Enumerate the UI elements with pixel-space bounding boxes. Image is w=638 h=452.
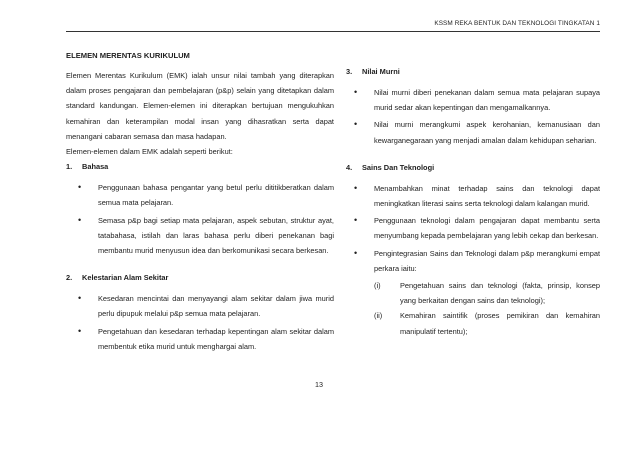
running-header: KSSM REKA BENTUK DAN TEKNOLOGI TINGKATAN 1	[434, 20, 600, 27]
left-column	[66, 50, 334, 356]
heading-text: Sains Dan Teknologi	[362, 162, 435, 172]
heading-nilai-murni	[346, 64, 600, 79]
sub-item: (ii) Kemahiran saintifik (proses pemikiran dan kemahiran manipulatif tertentu);	[346, 308, 600, 338]
bullet-icon: •	[354, 215, 358, 226]
bullet-icon: •	[78, 214, 82, 225]
intro-paragraph: Elemen Merentas Kurikulum (EMK) ialah unsur nilai tambah yang diterapkan dalam proses pengajaran dan pembelajaran (p&p) selain yang ditetapkan dalam standard kandungan. Elemen-elemen ini diterapkan bertujuan mengukuhkan kemahiran dan keterampilan modal insan yang dihasratkan serta dapat menangani cabaran semasa dan masa hadapan.	[66, 71, 334, 141]
bullet-icon: •	[354, 182, 358, 193]
list-item: • Penggunaan teknologi dalam pengajaran dapat membantu serta menyumbang kepada pembelajaran yang lebih cekap dan berkesan.	[354, 215, 600, 241]
heading-number: 3.	[346, 67, 353, 76]
list-item: • Kesedaran mencintai dan menyayangi alam sekitar dalam jiwa murid perlu dipupuk melalui p&p semua mata pelajaran.	[78, 293, 334, 319]
bahasa-list	[66, 180, 334, 258]
list-item: • Pengetahuan dan kesedaran terhadap kepentingan alam sekitar dalam membentuk etika murid untuk menghargai alam.	[78, 325, 334, 351]
bullet-icon: •	[354, 119, 358, 130]
bullet-icon: •	[354, 247, 358, 258]
list-item: • Pengintegrasian Sains dan Teknologi dalam p&p merangkumi empat perkara iaitu:	[354, 247, 600, 273]
list-item: • Semasa p&p bagi setiap mata pelajaran, aspek sebutan, struktur ayat, tatabahasa, istilah dan laras bahasa perlu diberi penekanan bagi membantu murid menyusun idea dan berkomunikasi secara berkesan.	[78, 214, 334, 256]
nilai-list	[346, 85, 600, 148]
sains-list	[346, 181, 600, 276]
heading-text: Kelestarian Alam Sekitar	[82, 273, 169, 283]
sub-item: (i) Pengetahuan sains dan teknologi (fakta, prinsip, konsep yang berkaitan dengan sains dan teknologi);	[346, 278, 600, 308]
heading-sains-teknologi	[346, 160, 600, 175]
heading-number: 4.	[346, 162, 353, 172]
header-rule	[66, 31, 600, 32]
bullet-icon: •	[78, 293, 82, 304]
list-item: • Menambahkan minat terhadap sains dan teknologi dapat meningkatkan literasi sains serta teknologi dalam kalangan murid.	[354, 182, 600, 209]
heading-bahasa	[66, 159, 334, 174]
list-item: • Nilai murni merangkumi aspek kerohanian, kemanusiaan dan kewarganegaraan yang menjadi amalan dalam kehidupan seharian.	[354, 119, 600, 145]
bullet-icon: •	[354, 87, 358, 97]
lead-sentence: Elemen-elemen dalam EMK adalah seperti berikut:	[66, 147, 233, 157]
bullet-icon: •	[78, 182, 82, 193]
section-title: ELEMEN MERENTAS KURIKULUM	[66, 51, 190, 60]
page-number: 13	[315, 380, 323, 389]
heading-number: 1.	[66, 162, 73, 172]
sains-sublist	[346, 278, 600, 339]
list-item: • Nilai murni diberi penekanan dalam semua mata pelajaran supaya murid sedar akan kepentingan dan mengamalkannya.	[354, 87, 600, 113]
sub-marker: (i)	[374, 281, 381, 291]
heading-text: Nilai Murni	[362, 67, 400, 76]
right-column	[346, 64, 600, 339]
list-item: • Penggunaan bahasa pengantar yang betul perlu dititikberatkan dalam semua mata pelajaran.	[78, 182, 334, 208]
sub-marker: (ii)	[374, 311, 383, 321]
heading-number: 2.	[66, 273, 73, 283]
heading-kelestarian	[66, 270, 334, 285]
heading-text: Bahasa	[82, 162, 109, 172]
bullet-icon: •	[78, 325, 82, 336]
kelestarian-list	[66, 291, 334, 354]
